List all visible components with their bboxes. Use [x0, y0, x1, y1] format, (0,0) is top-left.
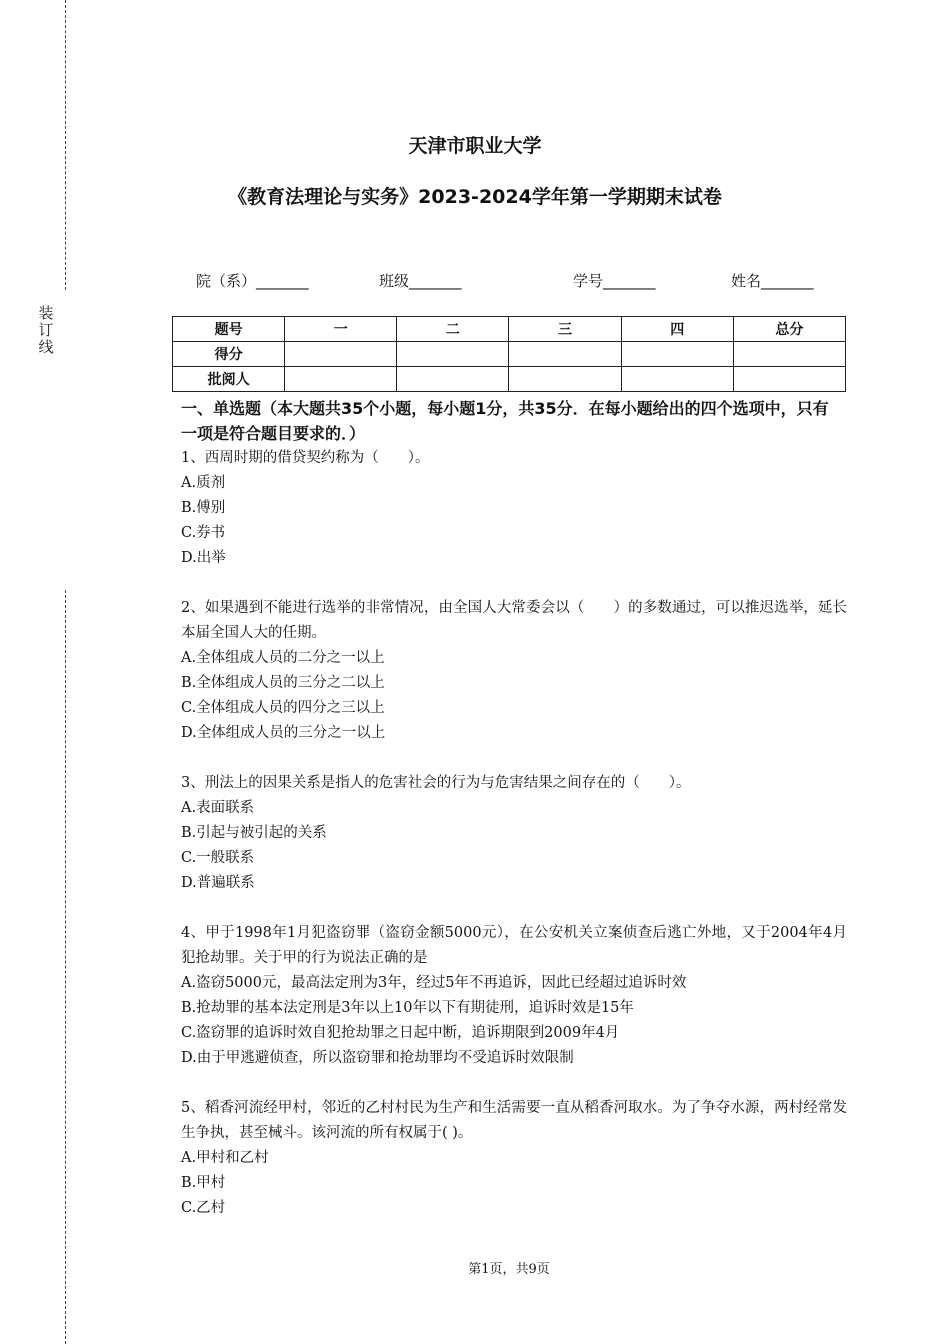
question	[181, 1096, 847, 1221]
name-field[interactable]: 姓名_______	[731, 272, 814, 290]
question-option: C.盗窃罪的追诉时效自犯抢劫罪之日起中断，追诉期限到2009年4月	[181, 1025, 620, 1041]
question-stem: 5、稻香河流经甲村，邻近的乙村村民为生产和生活需要一直从稻香河取水。为了争夺水源，两村经常发生争执，甚至械斗。该河流的所有权属于( )。	[181, 1100, 847, 1141]
score-table-header-cell: 总分	[733, 317, 845, 342]
question-stem: 3、刑法上的因果关系是指人的危害社会的行为与危害结果之间存在的（ ）。	[181, 775, 691, 791]
question-option: D.全体组成人员的三分之一以上	[181, 725, 386, 741]
grader-cell[interactable]	[397, 367, 509, 392]
score-table-header-cell: 题号	[173, 317, 285, 342]
class-field[interactable]: 班级_______	[379, 272, 462, 290]
question-option: C.乙村	[181, 1200, 226, 1216]
question-option: B.引起与被引起的关系	[181, 825, 327, 841]
score-table-header-cell: 二	[397, 317, 509, 342]
question-stem: 4、甲于1998年1月犯盗窃罪（盗窃金额5000元），在公安机关立案侦查后逃亡外地，又于2004年4月犯抢劫罪。关于甲的行为说法正确的是	[181, 925, 847, 966]
binding-label-char: 线	[38, 338, 54, 356]
question-option: C.全体组成人员的四分之三以上	[181, 700, 385, 716]
score-table-header-cell: 一	[285, 317, 397, 342]
question	[181, 921, 847, 1071]
grader-cell[interactable]	[621, 367, 733, 392]
question-option: A.甲村和乙村	[181, 1150, 269, 1166]
score-table	[172, 316, 846, 392]
question	[181, 596, 847, 746]
question-option: B.抢劫罪的基本法定刑是3年以上10年以下有期徒刑，追诉时效是15年	[181, 1000, 634, 1016]
score-table-row-score	[173, 342, 846, 367]
score-table-header-cell: 三	[509, 317, 621, 342]
binding-dashed-line-bottom	[65, 590, 66, 1344]
student-info-row	[0, 270, 950, 292]
page-footer: 第1页，共9页	[468, 1262, 550, 1277]
exam-title: 《教育法理论与实务》2023-2024学年第一学期期末试卷	[228, 186, 722, 208]
score-table-header-cell: 四	[621, 317, 733, 342]
question-option: A.质剂	[181, 475, 226, 491]
section-heading: 一、单选题（本大题共35个小题，每小题1分，共35分．在每小题给出的四个选项中，只有一项是符合题目要求的．）	[181, 399, 829, 443]
binding-label-char: 订	[38, 321, 54, 339]
score-cell[interactable]	[397, 342, 509, 367]
question-option: B.傅别	[181, 500, 226, 516]
question-option: A.表面联系	[181, 800, 255, 816]
question-stem: 2、如果遇到不能进行选举的非常情况，由全国人大常委会以（ ）的多数通过，可以推迟选举，延长本届全国人大的任期。	[181, 600, 847, 641]
binding-label-char: 装	[38, 304, 54, 322]
question-option: A.全体组成人员的二分之一以上	[181, 650, 385, 666]
question-option: A.盗窃5000元，最高法定刑为3年，经过5年不再追诉，因此已经超过追诉时效	[181, 975, 687, 991]
grader-cell[interactable]	[285, 367, 397, 392]
question-option: D.由于甲逃避侦查，所以盗窃罪和抢劫罪均不受追诉时效限制	[181, 1050, 574, 1066]
score-cell[interactable]	[733, 342, 845, 367]
school-title: 天津市职业大学	[408, 135, 542, 157]
score-table-row-label: 批阅人	[173, 367, 285, 392]
question-stem: 1、西周时期的借贷契约称为（ ）。	[181, 450, 430, 466]
question-option: D.普遍联系	[181, 875, 255, 891]
score-cell[interactable]	[509, 342, 621, 367]
question-option: C.券书	[181, 525, 226, 541]
score-table-row-grader	[173, 367, 846, 392]
question-option: D.出举	[181, 550, 226, 566]
question-option: B.甲村	[181, 1175, 226, 1191]
question	[181, 771, 847, 896]
score-cell[interactable]	[621, 342, 733, 367]
grader-cell[interactable]	[509, 367, 621, 392]
grader-cell[interactable]	[733, 367, 845, 392]
score-table-header-row	[173, 317, 846, 342]
question	[181, 446, 847, 571]
department-field[interactable]: 院（系）_______	[196, 272, 309, 290]
score-table-row-label: 得分	[173, 342, 285, 367]
student-id-field[interactable]: 学号_______	[573, 272, 656, 290]
score-cell[interactable]	[285, 342, 397, 367]
binding-label	[38, 305, 54, 356]
question-option: C.一般联系	[181, 850, 255, 866]
question-list	[181, 446, 847, 1246]
question-option: B.全体组成人员的三分之二以上	[181, 675, 385, 691]
